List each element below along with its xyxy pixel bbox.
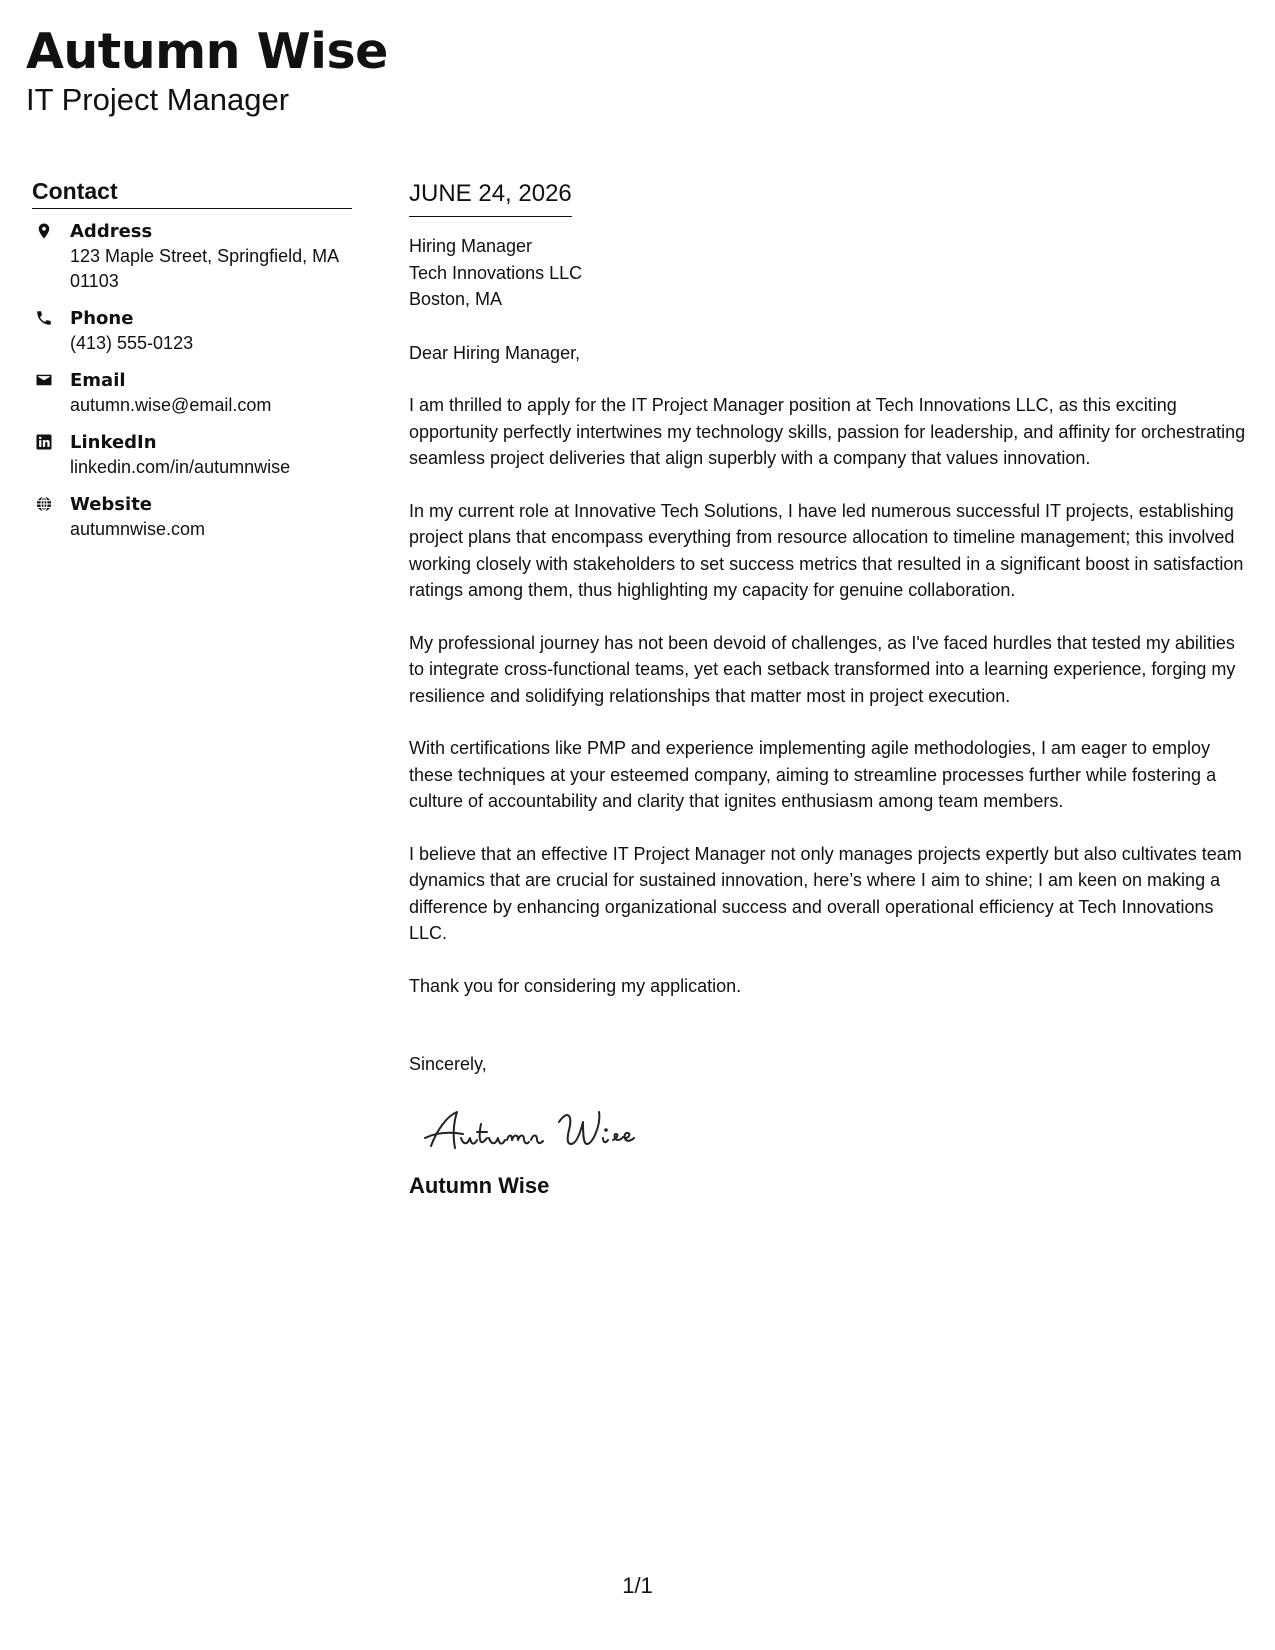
contact-linkedin bbox=[32, 430, 352, 480]
applicant-name: Autumn Wise bbox=[26, 23, 388, 80]
letter-paragraph: I believe that an effective IT Project Manager not only manages projects expertly but also cultivates team dynamics that are crucial for sustained innovation, here’s where I aim to shine; I am keen on making a difference by enhancing organizational success and overall operational efficiency at Tech Innovations LLC. bbox=[409, 843, 1242, 943]
salutation: Dear Hiring Manager, bbox=[409, 342, 581, 363]
letter-paragraph: My professional journey has not been devoid of challenges, as I've faced hurdles that tested my abilities to integrate cross-functional teams, yet each setback transformed into a learning experience, forging my resilience and solidifying relationships that matter most in project execution. bbox=[409, 632, 1236, 706]
contact-address bbox=[32, 219, 352, 294]
globe-icon bbox=[32, 492, 70, 513]
recipient-block bbox=[409, 233, 1254, 313]
letter-paragraph: With certifications like PMP and experience implementing agile methodologies, I am eager to employ these techniques at your esteemed company, aiming to streamline processes further while fostering a culture of accountability and clarity that ignites enthusiasm among team members. bbox=[409, 738, 1217, 811]
handwritten-signature bbox=[423, 1102, 1254, 1162]
letter-content bbox=[409, 340, 1254, 1078]
letter-paragraph: In my current role at Innovative Tech Solutions, I have led numerous successful IT projects, establishing project plans that encompass everything from resource allocation to timeline management; this involved working closely with stakeholders to set success metrics that resulted in a significant boost in satisfaction ratings among them, thus highlighting my capacity for genuine collaboration. bbox=[409, 500, 1244, 600]
signer-name: Autumn Wise bbox=[409, 1172, 550, 1198]
website-label: Website bbox=[70, 494, 153, 515]
job-title: IT Project Manager bbox=[26, 82, 290, 117]
recipient-line: Hiring Manager bbox=[409, 236, 533, 256]
email-value: autumn.wise@email.com bbox=[70, 395, 272, 415]
website-value: autumnwise.com bbox=[70, 519, 206, 539]
letter-date: JUNE 24, 2026 bbox=[409, 178, 572, 217]
letter-paragraph: I am thrilled to apply for the IT Project Manager position at Tech Innovations LLC, as this exciting opportunity perfectly intertwines my technology skills, passion for leadership, and affinity for orchestrating seamless project deliveries that align superbly with a company that values innovation. bbox=[409, 395, 1246, 468]
contact-email bbox=[32, 368, 352, 418]
recipient-line: Boston, MA bbox=[409, 289, 503, 309]
contact-heading: Contact bbox=[32, 176, 352, 209]
linkedin-value: linkedin.com/in/autumnwise bbox=[70, 457, 291, 477]
letter-paragraph: Thank you for considering my application. bbox=[409, 975, 742, 996]
address-line-1: 123 Maple Street, Springfield, MA bbox=[70, 246, 340, 266]
linkedin-label: LinkedIn bbox=[70, 432, 157, 453]
phone-label: Phone bbox=[70, 308, 134, 329]
envelope-icon bbox=[32, 368, 70, 389]
letter-header bbox=[26, 22, 388, 118]
email-label: Email bbox=[70, 370, 126, 391]
contact-website bbox=[32, 492, 352, 542]
phone-value: (413) 555-0123 bbox=[70, 333, 194, 353]
page-number: 1/1 bbox=[622, 1573, 653, 1598]
phone-icon bbox=[32, 306, 70, 327]
address-label: Address bbox=[70, 221, 153, 242]
map-pin-icon bbox=[32, 219, 70, 240]
contact-sidebar bbox=[32, 176, 352, 554]
recipient-line: Tech Innovations LLC bbox=[409, 262, 583, 283]
contact-phone bbox=[32, 306, 352, 356]
linkedin-icon bbox=[32, 430, 70, 451]
address-line-2: 01103 bbox=[70, 271, 119, 291]
closing: Sincerely, bbox=[409, 1054, 487, 1074]
letter-body bbox=[409, 178, 1254, 1200]
